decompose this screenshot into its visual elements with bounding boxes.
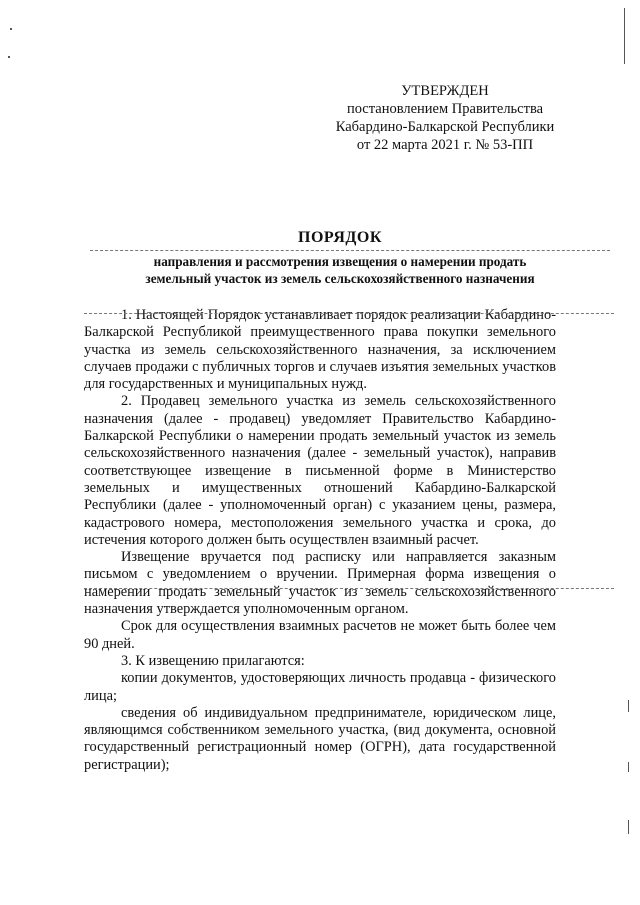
scan-artifact-dot [10, 28, 12, 30]
scan-artifact-edge [628, 762, 629, 772]
paragraph-1: 1. Настоящей Порядок устанавливает порядок реализации Кабардино-Балкарской Республикой преимущественного права покупки земельного участка из земель сельскохозяйственного назначения, за исключением случаев продажи с публичных торгов и случаев изъятия земельных участков для государственных и муниципальных нужд. [84, 307, 556, 393]
paragraph-4: Срок для осуществления взаимных расчетов не может быть более чем 90 дней. [84, 618, 556, 652]
scan-artifact-line [84, 313, 614, 314]
approval-heading: УТВЕРЖДЕН [401, 83, 489, 99]
scan-artifact-dot [8, 56, 10, 58]
scan-artifact-edge [624, 8, 625, 64]
document-heading: ПОРЯДОК [298, 229, 382, 246]
scan-artifact-edge [628, 820, 629, 834]
approval-date: от 22 марта 2021 г. № 53-ПП [356, 137, 534, 153]
scan-artifact-line [84, 588, 614, 589]
approval-line: Кабардино-Балкарской Республики [335, 119, 555, 135]
paragraph-6: копии документов, удостоверяющих личность продавца - физического лица; [84, 670, 556, 704]
document-body [84, 307, 556, 774]
paragraph-5: 3. К извещению прилагаются: [121, 652, 305, 669]
document-subtitle: направления и рассмотрения извещения о намерении продать [153, 254, 527, 269]
document-title [70, 229, 610, 287]
approval-stamp [300, 82, 590, 154]
scan-artifact-line [90, 250, 610, 251]
paragraph-3: Извещение вручается под расписку или направляется заказным письмом с уведомлением о вручении. Примерная форма извещения о намерении продать земельный участок из земель сельскохозяйственного назначения утверждается уполномоченным органом. [84, 549, 556, 618]
scan-artifact-edge [628, 700, 629, 712]
paragraph-2: 2. Продавец земельного участка из земель сельскохозяйственного назначения (далее - продавец) уведомляет Правительство Кабардино-Балкарской Республики о намерении продать земельный участок из земель сельскохозяйственного назначения (далее - земельный участок), направив соответствующее извещение в письменной форме в Министерство земельных и имущественных отношений Кабардино-Балкарской Республики (далее - уполномоченный орган) с указанием цены, размера, кадастрового номера, местоположения земельного участка и срока, до истечения которого должен быть осуществлен взаимный расчет. [84, 393, 556, 548]
paragraph-7: сведения об индивидуальном предпринимателе, юридическом лице, являющимся собственником земельного участка, (вид документа, основной государственный регистрационный номер (ОГРН), дата государственной регистрации); [84, 704, 556, 773]
document-subtitle: земельный участок из земель сельскохозяйственного назначения [145, 271, 535, 286]
approval-line: постановлением Правительства [346, 101, 544, 117]
